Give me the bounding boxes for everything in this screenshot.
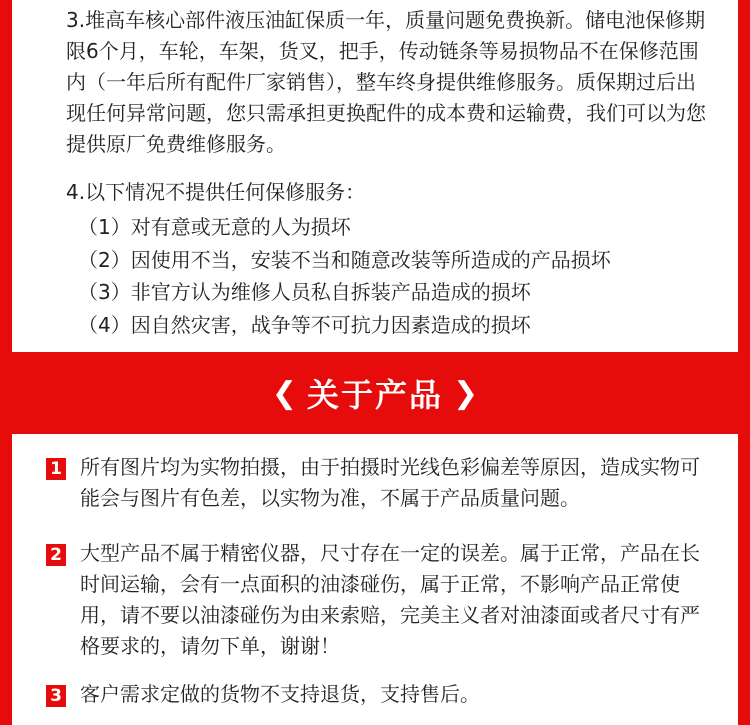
left-chevron-icon: ❮ bbox=[271, 375, 297, 411]
section-banner bbox=[0, 352, 750, 434]
about-item-text: 所有图片均为实物拍摄，由于拍摄时光线色彩偏差等原因，造成实物可能会与图片有色差，以实物为准，不属于产品质量问题。 bbox=[80, 455, 700, 510]
exclusion-item: （4）因自然灾害，战争等不可抗力因素造成的损坏 bbox=[78, 312, 531, 337]
about-item-text: 客户需求定做的货物不支持退货，支持售后。 bbox=[80, 682, 480, 706]
banner-title: 关于产品 bbox=[306, 376, 443, 414]
number-badge: 3 bbox=[46, 685, 66, 707]
number-badge: 2 bbox=[46, 544, 66, 566]
exclusion-item: （1）对有意或无意的人为损坏 bbox=[78, 215, 351, 239]
exclusion-item: （2）因使用不当，安装不当和随意改装等所造成的产品损坏 bbox=[78, 247, 611, 272]
warranty-paragraph: 3.堆高车核心部件液压油缸保质一年，质量问题免费换新。储电池保修期限6个月，车轮，车架，货叉，把手，传动链条等易损物品不在保修范围内（一年后所有配件厂家销售），整车终身提供维修服务。质保期过后出现任何异常问题，您只需承担更换配件的成本费和运输费，我们可以为您提供原厂免费维修服务。 bbox=[66, 8, 706, 156]
right-chevron-icon: ❯ bbox=[453, 375, 479, 411]
about-panel bbox=[12, 434, 738, 725]
exclusions-heading: 4.以下情况不提供任何保修服务： bbox=[66, 180, 366, 204]
exclusions-list bbox=[78, 211, 718, 341]
about-item-text: 大型产品不属于精密仪器，尺寸存在一定的误差。属于正常，产品在长时间运输，会有一点面积的油漆碰伤，属于正常，不影响产品正常使用，请不要以油漆碰伤为由来索赔，完美主义者对油漆面或者尺寸有严格要求的，请勿下单，谢谢！ bbox=[80, 541, 700, 658]
number-badge: 1 bbox=[46, 458, 66, 480]
warranty-panel bbox=[12, 0, 738, 352]
exclusion-item: （3）非官方认为维修人员私自拆装产品造成的损坏 bbox=[78, 280, 531, 304]
